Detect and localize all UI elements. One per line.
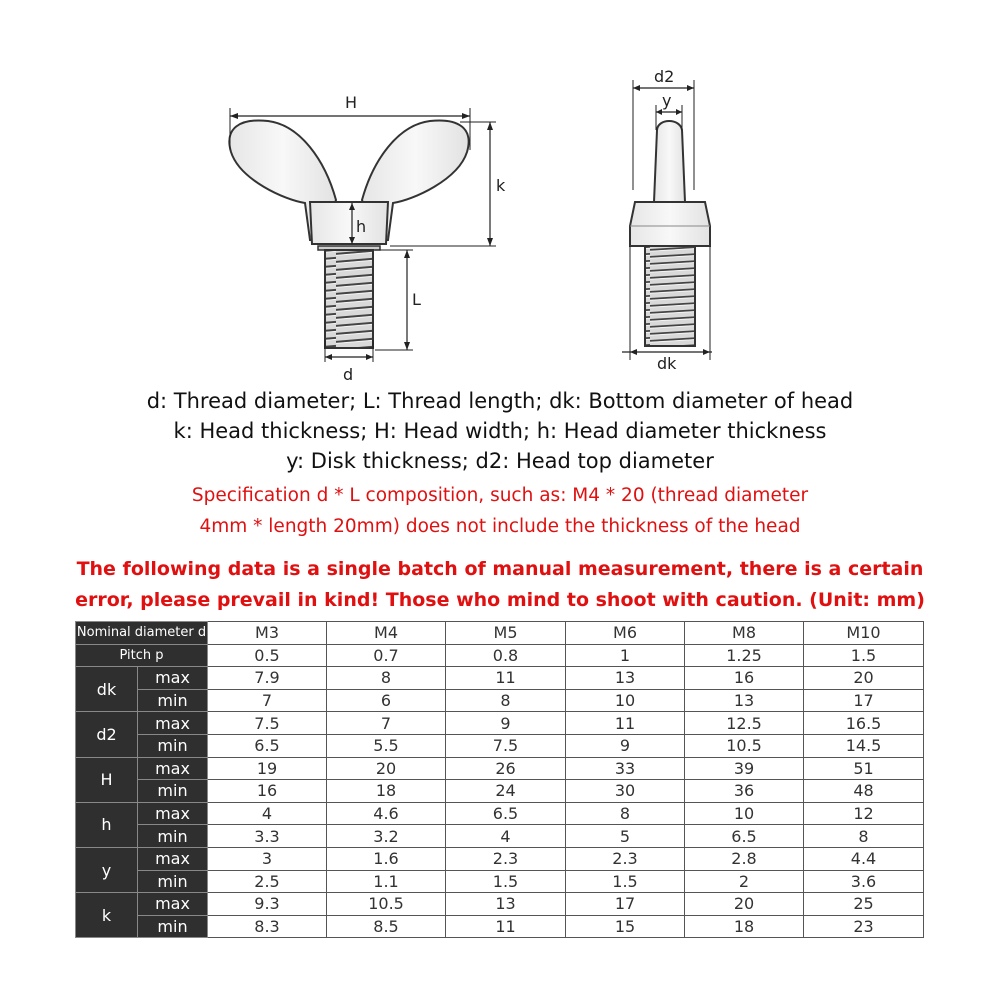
table-row <box>76 757 924 780</box>
value-cell: 15 <box>566 915 685 938</box>
value-cell: 39 <box>685 757 804 780</box>
table-row <box>76 825 924 848</box>
notice-line-1: The following data is a single batch of manual measurement, there is a certain <box>76 558 924 580</box>
group-header-y: y <box>76 847 138 892</box>
value-cell: 17 <box>804 689 924 712</box>
notice-line-2: error, please prevail in kind! Those who mind to shoot with caution. (Unit: mm) <box>75 589 925 611</box>
group-header-k: k <box>76 893 138 938</box>
value-cell: 33 <box>566 757 685 780</box>
table-row-nominal <box>76 622 924 645</box>
table-row <box>76 870 924 893</box>
group-header-dk: dk <box>76 667 138 712</box>
value-cell: 13 <box>685 689 804 712</box>
size-cell: M8 <box>685 622 804 645</box>
table-row <box>76 802 924 825</box>
value-cell: 3.6 <box>804 870 924 893</box>
value-cell: 48 <box>804 780 924 803</box>
size-cell: M6 <box>566 622 685 645</box>
side-base <box>630 202 710 246</box>
pitch-cell: 1.25 <box>685 644 804 667</box>
row-label-max: max <box>138 712 208 735</box>
value-cell: 8.3 <box>208 915 327 938</box>
row-label-max: max <box>138 802 208 825</box>
value-cell: 26 <box>446 757 566 780</box>
value-cell: 4 <box>446 825 566 848</box>
value-cell: 8 <box>566 802 685 825</box>
table-row <box>76 780 924 803</box>
table-row <box>76 734 924 757</box>
row-label-min: min <box>138 689 208 712</box>
value-cell: 4.4 <box>804 847 924 870</box>
value-cell: 25 <box>804 893 924 916</box>
size-cell: M3 <box>208 622 327 645</box>
value-cell: 4 <box>208 802 327 825</box>
value-cell: 8 <box>327 667 446 690</box>
row-label-min: min <box>138 870 208 893</box>
value-cell: 6.5 <box>685 825 804 848</box>
label-h: h <box>356 217 367 236</box>
value-cell: 23 <box>804 915 924 938</box>
value-cell: 16.5 <box>804 712 924 735</box>
value-cell: 16 <box>208 780 327 803</box>
value-cell: 10 <box>566 689 685 712</box>
value-cell: 19 <box>208 757 327 780</box>
row-label-min: min <box>138 825 208 848</box>
size-cell: M5 <box>446 622 566 645</box>
value-cell: 18 <box>685 915 804 938</box>
legend-line-2: k: Head thickness; H: Head width; h: Head diameter thickness <box>173 419 827 443</box>
table-row <box>76 847 924 870</box>
value-cell: 10.5 <box>327 893 446 916</box>
value-cell: 36 <box>685 780 804 803</box>
value-cell: 11 <box>566 712 685 735</box>
value-cell: 7.5 <box>208 712 327 735</box>
table-row <box>76 893 924 916</box>
row-label-max: max <box>138 667 208 690</box>
value-cell: 1.1 <box>327 870 446 893</box>
table-row-pitch <box>76 644 924 667</box>
value-cell: 5 <box>566 825 685 848</box>
value-cell: 2.3 <box>566 847 685 870</box>
value-cell: 16 <box>685 667 804 690</box>
row-label-min: min <box>138 915 208 938</box>
value-cell: 8 <box>446 689 566 712</box>
value-cell: 14.5 <box>804 734 924 757</box>
value-cell: 12.5 <box>685 712 804 735</box>
spec-note-line-1: Specification d * L composition, such as: M4 * 20 (thread diameter <box>191 485 809 506</box>
value-cell: 1.6 <box>327 847 446 870</box>
pitch-cell: 1 <box>566 644 685 667</box>
size-cell: M4 <box>327 622 446 645</box>
legend-line-3: y: Disk thickness; d2: Head top diameter <box>286 449 714 473</box>
value-cell: 13 <box>566 667 685 690</box>
value-cell: 2.8 <box>685 847 804 870</box>
value-cell: 24 <box>446 780 566 803</box>
row-label-min: min <box>138 780 208 803</box>
value-cell: 5.5 <box>327 734 446 757</box>
group-header-d2: d2 <box>76 712 138 757</box>
spec-note-line-2: 4mm * length 20mm) does not include the thickness of the head <box>199 516 801 537</box>
value-cell: 2.5 <box>208 870 327 893</box>
pitch-cell: 0.5 <box>208 644 327 667</box>
front-view <box>229 93 506 384</box>
value-cell: 3 <box>208 847 327 870</box>
value-cell: 3.3 <box>208 825 327 848</box>
label-d2: d2 <box>654 67 675 86</box>
value-cell: 6 <box>327 689 446 712</box>
value-cell: 17 <box>566 893 685 916</box>
label-H: H <box>345 93 358 112</box>
value-cell: 9 <box>446 712 566 735</box>
side-wing <box>654 121 685 202</box>
side-view <box>622 67 712 373</box>
value-cell: 20 <box>804 667 924 690</box>
legend-line-1: d: Thread diameter; L: Thread length; dk: Bottom diameter of head <box>146 389 854 413</box>
label-dk: dk <box>657 354 677 373</box>
value-cell: 8 <box>804 825 924 848</box>
thread-body <box>325 250 373 348</box>
row-label-max: max <box>138 847 208 870</box>
value-cell: 3.2 <box>327 825 446 848</box>
size-cell: M10 <box>804 622 924 645</box>
value-cell: 18 <box>327 780 446 803</box>
side-thread <box>645 246 695 346</box>
value-cell: 1.5 <box>446 870 566 893</box>
pitch-cell: 0.7 <box>327 644 446 667</box>
value-cell: 9 <box>566 734 685 757</box>
value-cell: 7 <box>208 689 327 712</box>
value-cell: 2 <box>685 870 804 893</box>
value-cell: 10 <box>685 802 804 825</box>
value-cell: 13 <box>446 893 566 916</box>
pitch-header: Pitch p <box>76 644 208 667</box>
group-header-H: H <box>76 757 138 802</box>
row-label-max: max <box>138 757 208 780</box>
value-cell: 9.3 <box>208 893 327 916</box>
value-cell: 2.3 <box>446 847 566 870</box>
label-d: d <box>343 365 354 384</box>
value-cell: 11 <box>446 667 566 690</box>
value-cell: 20 <box>685 893 804 916</box>
value-cell: 20 <box>327 757 446 780</box>
value-cell: 10.5 <box>685 734 804 757</box>
group-header-h: h <box>76 802 138 847</box>
label-k: k <box>496 176 506 195</box>
value-cell: 1.5 <box>566 870 685 893</box>
value-cell: 6.5 <box>208 734 327 757</box>
table-row <box>76 712 924 735</box>
label-y: y <box>662 91 672 110</box>
pitch-cell: 1.5 <box>804 644 924 667</box>
nominal-diameter-header: Nominal diameter d <box>76 622 208 645</box>
table-row <box>76 689 924 712</box>
value-cell: 51 <box>804 757 924 780</box>
value-cell: 7.9 <box>208 667 327 690</box>
value-cell: 11 <box>446 915 566 938</box>
label-L: L <box>412 290 421 309</box>
table-row <box>76 667 924 690</box>
pitch-cell: 0.8 <box>446 644 566 667</box>
hub <box>310 202 388 244</box>
value-cell: 4.6 <box>327 802 446 825</box>
value-cell: 7 <box>327 712 446 735</box>
value-cell: 30 <box>566 780 685 803</box>
value-cell: 12 <box>804 802 924 825</box>
value-cell: 7.5 <box>446 734 566 757</box>
table-row <box>76 915 924 938</box>
spec-table <box>75 621 924 938</box>
wing-nut-diagram <box>0 0 1000 390</box>
row-label-max: max <box>138 893 208 916</box>
value-cell: 6.5 <box>446 802 566 825</box>
value-cell: 8.5 <box>327 915 446 938</box>
row-label-min: min <box>138 734 208 757</box>
